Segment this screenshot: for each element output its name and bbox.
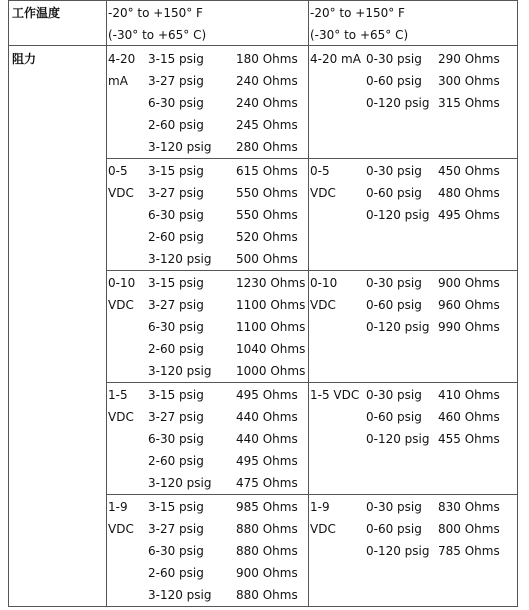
col2-temp-c: (-30° to +65° C) bbox=[310, 28, 409, 42]
psig-range: 0-60 psig bbox=[366, 522, 422, 536]
psig-range: 0-120 psig bbox=[366, 544, 430, 558]
signal-label: VDC bbox=[310, 298, 336, 312]
signal-label: VDC bbox=[310, 186, 336, 200]
ohms-value: 990 Ohms bbox=[438, 320, 500, 334]
ohms-value: 1040 Ohms bbox=[236, 342, 306, 356]
psig-range: 2-60 psig bbox=[148, 454, 204, 468]
psig-range: 0-30 psig bbox=[366, 276, 422, 290]
ohms-value: 290 Ohms bbox=[438, 52, 500, 66]
signal-label: 0-10 bbox=[310, 276, 338, 290]
ohms-value: 1100 Ohms bbox=[236, 320, 306, 334]
signal-label: VDC bbox=[108, 410, 134, 424]
psig-range: 3-120 psig bbox=[148, 476, 212, 490]
ohms-value: 495 Ohms bbox=[438, 208, 500, 222]
psig-range: 3-27 psig bbox=[148, 522, 204, 536]
table-border-top bbox=[8, 0, 518, 1]
psig-range: 3-15 psig bbox=[148, 164, 204, 178]
psig-range: 0-120 psig bbox=[366, 96, 430, 110]
ohms-value: 500 Ohms bbox=[236, 252, 298, 266]
psig-range: 2-60 psig bbox=[148, 118, 204, 132]
psig-range: 2-60 psig bbox=[148, 566, 204, 580]
psig-range: 0-60 psig bbox=[366, 298, 422, 312]
ohms-value: 480 Ohms bbox=[438, 186, 500, 200]
psig-range: 3-15 psig bbox=[148, 276, 204, 290]
signal-label: 4-20 bbox=[108, 52, 136, 66]
table-border-bottom bbox=[8, 606, 518, 607]
psig-range: 3-15 psig bbox=[148, 52, 204, 66]
group-divider bbox=[106, 158, 518, 159]
psig-range: 0-60 psig bbox=[366, 74, 422, 88]
group-divider bbox=[106, 382, 518, 383]
header-divider bbox=[8, 45, 518, 46]
ohms-value: 300 Ohms bbox=[438, 74, 500, 88]
ohms-value: 1000 Ohms bbox=[236, 364, 306, 378]
psig-range: 3-27 psig bbox=[148, 298, 204, 312]
ohms-value: 550 Ohms bbox=[236, 208, 298, 222]
ohms-value: 240 Ohms bbox=[236, 74, 298, 88]
label-column-divider bbox=[106, 0, 107, 607]
psig-range: 3-27 psig bbox=[148, 74, 204, 88]
psig-range: 0-30 psig bbox=[366, 52, 422, 66]
col1-temp-f: -20° to +150° F bbox=[108, 6, 203, 20]
ohms-value: 550 Ohms bbox=[236, 186, 298, 200]
signal-label: 1-5 bbox=[108, 388, 128, 402]
spec-table bbox=[8, 0, 518, 607]
psig-range: 2-60 psig bbox=[148, 342, 204, 356]
signal-label: 1-9 bbox=[310, 500, 330, 514]
ohms-value: 960 Ohms bbox=[438, 298, 500, 312]
psig-range: 3-120 psig bbox=[148, 140, 212, 154]
table-border-left bbox=[8, 0, 9, 607]
psig-range: 3-27 psig bbox=[148, 410, 204, 424]
signal-label: VDC bbox=[108, 522, 134, 536]
psig-range: 6-30 psig bbox=[148, 320, 204, 334]
psig-range: 3-120 psig bbox=[148, 588, 212, 602]
signal-label: 4-20 mA bbox=[310, 52, 361, 66]
ohms-value: 460 Ohms bbox=[438, 410, 500, 424]
ohms-value: 475 Ohms bbox=[236, 476, 298, 490]
ohms-value: 440 Ohms bbox=[236, 410, 298, 424]
ohms-value: 880 Ohms bbox=[236, 588, 298, 602]
temperature-label: 工作温度 bbox=[12, 6, 61, 20]
ohms-value: 455 Ohms bbox=[438, 432, 500, 446]
psig-range: 0-60 psig bbox=[366, 186, 422, 200]
ohms-value: 1100 Ohms bbox=[236, 298, 306, 312]
ohms-value: 280 Ohms bbox=[236, 140, 298, 154]
table-border-right bbox=[517, 0, 518, 607]
psig-range: 0-120 psig bbox=[366, 320, 430, 334]
signal-label: VDC bbox=[108, 298, 134, 312]
ohms-value: 900 Ohms bbox=[438, 276, 500, 290]
ohms-value: 615 Ohms bbox=[236, 164, 298, 178]
group-divider bbox=[106, 270, 518, 271]
ohms-value: 880 Ohms bbox=[236, 544, 298, 558]
col2-temp-f: -20° to +150° F bbox=[310, 6, 405, 20]
signal-label: 0-5 bbox=[108, 164, 128, 178]
psig-range: 3-120 psig bbox=[148, 364, 212, 378]
resistance-label: 阻力 bbox=[12, 52, 37, 66]
ohms-value: 180 Ohms bbox=[236, 52, 298, 66]
ohms-value: 450 Ohms bbox=[438, 164, 500, 178]
psig-range: 0-30 psig bbox=[366, 388, 422, 402]
ohms-value: 410 Ohms bbox=[438, 388, 500, 402]
ohms-value: 985 Ohms bbox=[236, 500, 298, 514]
signal-label: 0-10 bbox=[108, 276, 136, 290]
psig-range: 6-30 psig bbox=[148, 544, 204, 558]
signal-label: 1-9 bbox=[108, 500, 128, 514]
ohms-value: 240 Ohms bbox=[236, 96, 298, 110]
ohms-value: 495 Ohms bbox=[236, 388, 298, 402]
psig-range: 3-120 psig bbox=[148, 252, 212, 266]
psig-range: 0-30 psig bbox=[366, 500, 422, 514]
ohms-value: 315 Ohms bbox=[438, 96, 500, 110]
psig-range: 3-27 psig bbox=[148, 186, 204, 200]
signal-label: 0-5 bbox=[310, 164, 330, 178]
ohms-value: 495 Ohms bbox=[236, 454, 298, 468]
ohms-value: 1230 Ohms bbox=[236, 276, 306, 290]
middle-column-divider bbox=[308, 0, 309, 607]
psig-range: 3-15 psig bbox=[148, 388, 204, 402]
ohms-value: 520 Ohms bbox=[236, 230, 298, 244]
psig-range: 6-30 psig bbox=[148, 96, 204, 110]
ohms-value: 830 Ohms bbox=[438, 500, 500, 514]
ohms-value: 900 Ohms bbox=[236, 566, 298, 580]
ohms-value: 800 Ohms bbox=[438, 522, 500, 536]
ohms-value: 440 Ohms bbox=[236, 432, 298, 446]
psig-range: 6-30 psig bbox=[148, 432, 204, 446]
signal-label: 1-5 VDC bbox=[310, 388, 360, 402]
signal-label: VDC bbox=[108, 186, 134, 200]
psig-range: 6-30 psig bbox=[148, 208, 204, 222]
psig-range: 3-15 psig bbox=[148, 500, 204, 514]
ohms-value: 880 Ohms bbox=[236, 522, 298, 536]
psig-range: 0-60 psig bbox=[366, 410, 422, 424]
psig-range: 0-30 psig bbox=[366, 164, 422, 178]
ohms-value: 245 Ohms bbox=[236, 118, 298, 132]
ohms-value: 785 Ohms bbox=[438, 544, 500, 558]
col1-temp-c: (-30° to +65° C) bbox=[108, 28, 207, 42]
signal-label: VDC bbox=[310, 522, 336, 536]
psig-range: 0-120 psig bbox=[366, 208, 430, 222]
psig-range: 0-120 psig bbox=[366, 432, 430, 446]
group-divider bbox=[106, 494, 518, 495]
psig-range: 2-60 psig bbox=[148, 230, 204, 244]
signal-label: mA bbox=[108, 74, 128, 88]
